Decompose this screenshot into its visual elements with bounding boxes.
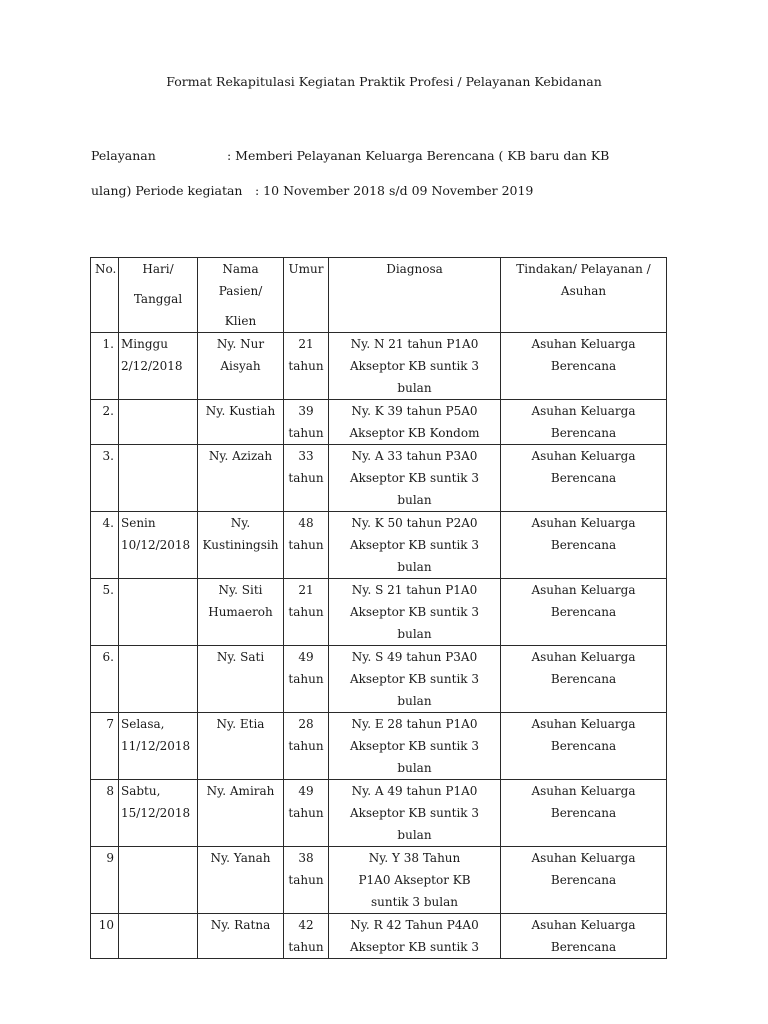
- cell-umur-line: tahun: [288, 940, 324, 954]
- cell-tindakan-line: Asuhan Keluarga: [531, 918, 636, 932]
- rekap-table-body: [91, 258, 667, 959]
- cell-hari: [119, 646, 198, 713]
- cell-tindakan-line: Berencana: [550, 739, 617, 753]
- cell-hari: [119, 914, 198, 959]
- cell-umur-line: 21: [298, 583, 314, 597]
- cell-nama: [198, 780, 284, 847]
- cell-diagnosa-line: bulan: [397, 493, 432, 507]
- cell-hari-line: 2/12/2018: [121, 359, 183, 373]
- cell-hari-line: 15/12/2018: [121, 806, 191, 820]
- cell-tindakan: [501, 847, 667, 914]
- cell-nama-line: Ny. Ratna: [210, 918, 271, 932]
- cell-nama: [198, 646, 284, 713]
- cell-tindakan-line: Asuhan Keluarga: [531, 404, 636, 418]
- cell-tindakan-line: Asuhan Keluarga: [531, 717, 636, 731]
- cell-hari: [119, 445, 198, 512]
- table-row: [91, 780, 667, 847]
- cell-diagnosa-line: Akseptor KB suntik 3: [349, 940, 480, 954]
- cell-diagnosa: [329, 579, 501, 646]
- cell-diagnosa: [329, 914, 501, 959]
- cell-diagnosa-line: Ny. E 28 tahun P1A0: [351, 717, 478, 731]
- cell-umur: [284, 646, 329, 713]
- cell-diagnosa-line: Ny. S 21 tahun P1A0: [351, 583, 478, 597]
- cell-diagnosa-line: Akseptor KB suntik 3: [349, 471, 480, 485]
- table-row: [91, 579, 667, 646]
- table-row: [91, 512, 667, 579]
- header-nama-line1: Nama Pasien/: [218, 262, 263, 298]
- cell-nama-line: Ny. Yanah: [210, 851, 271, 865]
- header-diagnosa: Diagnosa: [329, 258, 501, 333]
- header-tindakan: [501, 258, 667, 333]
- cell-diagnosa-line: bulan: [397, 560, 432, 574]
- cell-tindakan: [501, 400, 667, 445]
- header-hari: [119, 258, 198, 333]
- table-row: [91, 713, 667, 780]
- header-nama: [198, 258, 284, 333]
- cell-no: 5.: [91, 579, 119, 646]
- cell-tindakan: [501, 646, 667, 713]
- header-hari-line2: Tanggal: [133, 292, 183, 306]
- cell-nama-line: Humaeroh: [208, 605, 273, 619]
- cell-tindakan-line: Berencana: [550, 672, 617, 686]
- cell-tindakan-line: Berencana: [550, 426, 617, 440]
- cell-tindakan-line: Berencana: [550, 806, 617, 820]
- cell-tindakan: [501, 333, 667, 400]
- cell-diagnosa-line: bulan: [397, 627, 432, 641]
- cell-diagnosa: [329, 333, 501, 400]
- cell-diagnosa: [329, 445, 501, 512]
- intro-label-periode: ulang) Periode kegiatan: [91, 183, 243, 198]
- intro-line-periode: [91, 183, 533, 198]
- cell-diagnosa: [329, 780, 501, 847]
- cell-umur: [284, 914, 329, 959]
- cell-nama: [198, 579, 284, 646]
- cell-diagnosa: [329, 713, 501, 780]
- cell-hari-line: 10/12/2018: [121, 538, 191, 552]
- cell-diagnosa-line: Akseptor KB suntik 3: [349, 806, 480, 820]
- header-no: No.: [91, 258, 119, 333]
- cell-diagnosa: [329, 512, 501, 579]
- cell-umur-line: 39: [298, 404, 314, 418]
- cell-nama: [198, 512, 284, 579]
- rekap-table: [90, 257, 667, 959]
- cell-umur-line: 42: [298, 918, 314, 932]
- cell-tindakan-line: Asuhan Keluarga: [531, 583, 636, 597]
- cell-umur-line: 38: [298, 851, 314, 865]
- cell-umur: [284, 780, 329, 847]
- header-hari-line1: Hari/: [142, 262, 174, 276]
- cell-nama-line: Ny. Etia: [216, 717, 265, 731]
- cell-hari: [119, 400, 198, 445]
- table-row: [91, 333, 667, 400]
- cell-hari: [119, 847, 198, 914]
- cell-diagnosa-line: Akseptor KB suntik 3: [349, 739, 480, 753]
- cell-umur-line: 28: [298, 717, 314, 731]
- cell-umur-line: 33: [298, 449, 314, 463]
- cell-hari-line: Selasa,: [121, 717, 165, 731]
- cell-tindakan-line: Asuhan Keluarga: [531, 449, 636, 463]
- cell-no: 3.: [91, 445, 119, 512]
- cell-umur-line: 49: [298, 650, 314, 664]
- cell-hari-line: Minggu: [121, 337, 168, 351]
- cell-hari: [119, 780, 198, 847]
- table-row: [91, 445, 667, 512]
- table-row: [91, 646, 667, 713]
- cell-no: 8: [91, 780, 119, 847]
- cell-diagnosa-line: Ny. N 21 tahun P1A0: [350, 337, 479, 351]
- cell-umur-line: tahun: [288, 471, 324, 485]
- cell-diagnosa-line: Akseptor KB suntik 3: [349, 359, 480, 373]
- cell-hari-line: 11/12/2018: [121, 739, 191, 753]
- cell-no: 4.: [91, 512, 119, 579]
- cell-umur-line: 49: [298, 784, 314, 798]
- intro-line-pelayanan: [91, 148, 609, 163]
- cell-tindakan: [501, 713, 667, 780]
- cell-tindakan-line: Asuhan Keluarga: [531, 784, 636, 798]
- cell-diagnosa-line: bulan: [397, 761, 432, 775]
- cell-diagnosa-line: bulan: [397, 694, 432, 708]
- cell-tindakan: [501, 914, 667, 959]
- document-title: Format Rekapitulasi Kegiatan Praktik Profesi / Pelayanan Kebidanan: [166, 74, 602, 89]
- cell-diagnosa: [329, 646, 501, 713]
- cell-umur: [284, 400, 329, 445]
- cell-umur-line: tahun: [288, 672, 324, 686]
- intro-label-pelayanan: Pelayanan: [91, 148, 156, 163]
- cell-no: 1.: [91, 333, 119, 400]
- cell-hari: [119, 333, 198, 400]
- header-tindakan-line1: Tindakan/ Pelayanan /: [516, 262, 651, 276]
- cell-umur-line: tahun: [288, 873, 324, 887]
- cell-diagnosa-line: Ny. K 50 tahun P2A0: [351, 516, 478, 530]
- cell-nama-line: Ny. Kustiah: [205, 404, 276, 418]
- cell-nama-line: Ny. Nur: [216, 337, 265, 351]
- intro-value-pelayanan: : Memberi Pelayanan Keluarga Berencana ( KB baru dan KB: [227, 148, 610, 163]
- cell-tindakan-line: Asuhan Keluarga: [531, 337, 636, 351]
- cell-umur-line: tahun: [288, 538, 324, 552]
- cell-hari: [119, 512, 198, 579]
- cell-nama: [198, 847, 284, 914]
- header-tindakan-line2: Asuhan: [560, 284, 607, 298]
- cell-tindakan-line: Asuhan Keluarga: [531, 851, 636, 865]
- cell-tindakan: [501, 512, 667, 579]
- cell-diagnosa-line: Akseptor KB suntik 3: [349, 538, 480, 552]
- table-row: [91, 847, 667, 914]
- cell-hari: [119, 579, 198, 646]
- cell-umur-line: tahun: [288, 426, 324, 440]
- cell-nama-line: Ny. Sati: [216, 650, 265, 664]
- cell-umur: [284, 713, 329, 780]
- cell-tindakan: [501, 445, 667, 512]
- cell-tindakan: [501, 579, 667, 646]
- cell-diagnosa-line: Ny. S 49 tahun P3A0: [351, 650, 478, 664]
- cell-hari-line: Sabtu,: [121, 784, 161, 798]
- cell-tindakan-line: Berencana: [550, 471, 617, 485]
- cell-diagnosa-line: Ny. K 39 tahun P5A0: [351, 404, 478, 418]
- cell-hari: [119, 713, 198, 780]
- cell-nama: [198, 445, 284, 512]
- header-nama-line2: Klien: [224, 314, 257, 328]
- cell-no: 7: [91, 713, 119, 780]
- cell-nama: [198, 713, 284, 780]
- cell-nama-line: Kustiningsih: [202, 538, 279, 552]
- cell-diagnosa: [329, 847, 501, 914]
- cell-umur: [284, 445, 329, 512]
- cell-nama-line: Ny. Amirah: [206, 784, 275, 798]
- cell-diagnosa: [329, 400, 501, 445]
- cell-umur-line: 48: [298, 516, 314, 530]
- cell-umur-line: tahun: [288, 806, 324, 820]
- table-row: [91, 400, 667, 445]
- cell-tindakan-line: Berencana: [550, 940, 617, 954]
- cell-tindakan-line: Asuhan Keluarga: [531, 650, 636, 664]
- cell-diagnosa-line: Akseptor KB suntik 3: [349, 672, 480, 686]
- intro-value-periode: : 10 November 2018 s/d 09 November 2019: [255, 183, 534, 198]
- cell-diagnosa-line: Ny. A 33 tahun P3A0: [351, 449, 478, 463]
- cell-nama: [198, 914, 284, 959]
- cell-nama: [198, 400, 284, 445]
- table-header-row: [91, 258, 667, 333]
- cell-diagnosa-line: Ny. Y 38 Tahun: [368, 851, 461, 865]
- cell-no: 9: [91, 847, 119, 914]
- cell-nama-line: Ny. Azizah: [208, 449, 273, 463]
- cell-umur: [284, 512, 329, 579]
- cell-tindakan-line: Berencana: [550, 605, 617, 619]
- cell-umur-line: tahun: [288, 739, 324, 753]
- cell-diagnosa-line: bulan: [397, 828, 432, 842]
- cell-nama-line: Aisyah: [220, 359, 261, 373]
- cell-no: 10: [91, 914, 119, 959]
- cell-nama-line: Ny. Siti: [218, 583, 263, 597]
- cell-tindakan-line: Asuhan Keluarga: [531, 516, 636, 530]
- cell-diagnosa-line: Ny. A 49 tahun P1A0: [351, 784, 478, 798]
- cell-umur: [284, 333, 329, 400]
- cell-diagnosa-line: bulan: [397, 381, 432, 395]
- cell-no: 2.: [91, 400, 119, 445]
- cell-umur: [284, 579, 329, 646]
- cell-tindakan-line: Berencana: [550, 359, 617, 373]
- cell-no: 6.: [91, 646, 119, 713]
- cell-umur: [284, 847, 329, 914]
- cell-nama: [198, 333, 284, 400]
- cell-tindakan-line: Berencana: [550, 873, 617, 887]
- cell-diagnosa-line: P1A0 Akseptor KB: [358, 873, 471, 887]
- cell-umur-line: 21: [298, 337, 314, 351]
- cell-hari-line: Senin: [121, 516, 156, 530]
- table-row: [91, 914, 667, 959]
- cell-nama-line: Ny.: [230, 516, 251, 530]
- cell-umur-line: tahun: [288, 359, 324, 373]
- cell-diagnosa-line: Ny. R 42 Tahun P4A0: [350, 918, 479, 932]
- header-umur: Umur: [284, 258, 329, 333]
- cell-tindakan: [501, 780, 667, 847]
- cell-diagnosa-line: Akseptor KB suntik 3: [349, 605, 480, 619]
- cell-diagnosa-line: suntik 3 bulan: [371, 895, 458, 909]
- cell-umur-line: tahun: [288, 605, 324, 619]
- cell-tindakan-line: Berencana: [550, 538, 617, 552]
- cell-diagnosa-line: Akseptor KB Kondom: [349, 426, 480, 440]
